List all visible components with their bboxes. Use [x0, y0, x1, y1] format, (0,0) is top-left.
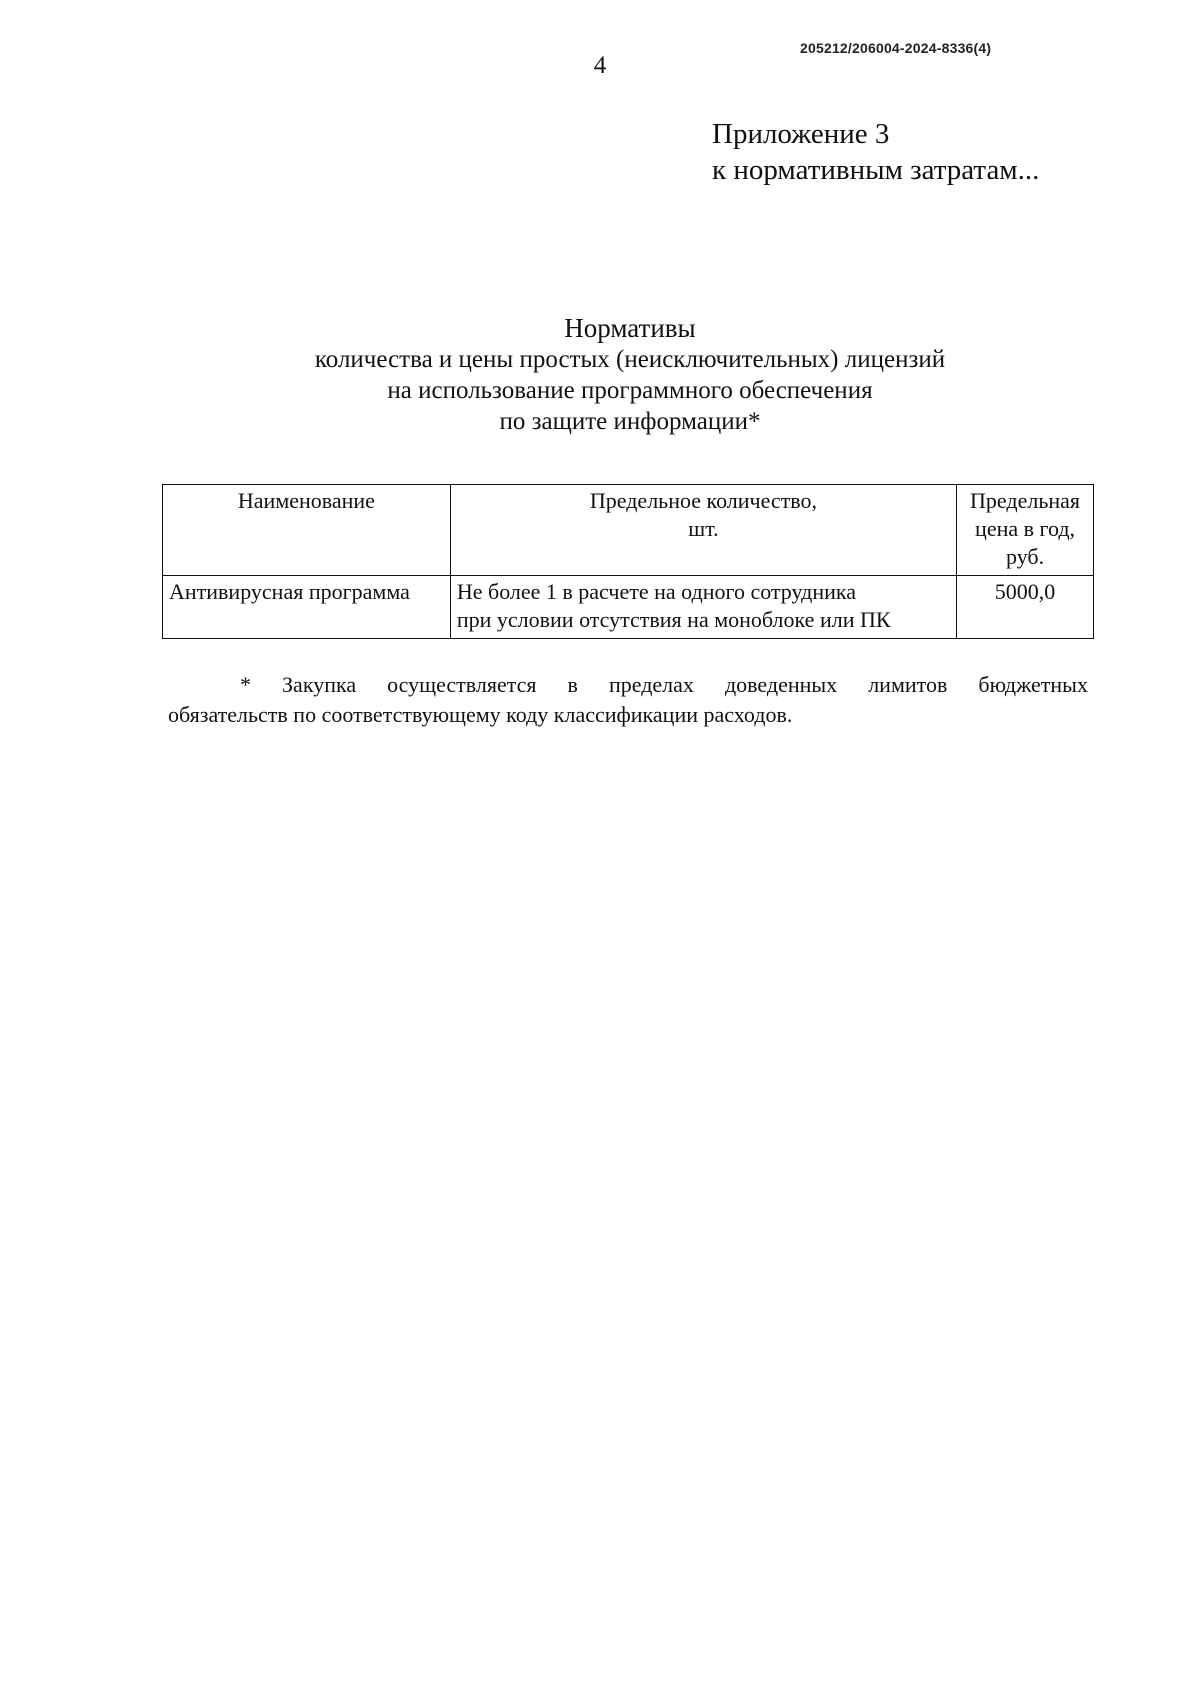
cell-price: 5000,0 [957, 576, 1094, 639]
header-quantity-line-1: Предельное количество, [589, 488, 818, 513]
document-id: 205212/206004-2024-8336(4) [800, 40, 992, 56]
header-name: Наименование [163, 485, 451, 576]
norms-table [162, 484, 1094, 639]
footnote-line-1 [168, 670, 1088, 700]
header-price-line-2: цена в год, [975, 516, 1076, 541]
page-number: 4 [593, 52, 607, 79]
cell-quantity-line-2: при условии отсутствия на моноблоке или ПК [456, 607, 891, 632]
footnote-word: осуществляется [387, 672, 537, 697]
header-price-line-1: Предельная [970, 488, 1081, 513]
appendix-reference [712, 116, 1039, 188]
footnote-word: Закупка [282, 672, 357, 697]
header-price [957, 485, 1094, 576]
footnote-word: доведенных [724, 672, 838, 697]
footnote-word: в [567, 672, 578, 697]
title-line-4: по защите информации* [499, 408, 761, 435]
cell-quantity-line-1: Не более 1 в расчете на одного сотрудника [456, 579, 856, 604]
appendix-line-1: Приложение 3 [712, 118, 890, 150]
title-line-2: количества и цены простых (неисключительных) лицензий [314, 346, 946, 373]
appendix-line-2: к нормативным затратам... [712, 154, 1040, 186]
footnote-word: бюджетных [978, 672, 1088, 697]
footnote-word: * [240, 672, 251, 697]
table-row [163, 576, 1094, 639]
header-quantity [450, 485, 956, 576]
footnote-word: пределах [608, 672, 694, 697]
cell-name: Антивирусная программа [163, 576, 451, 639]
footnote-line-2: обязательств по соответствующему коду классификации расходов. [168, 702, 793, 727]
cell-quantity [450, 576, 956, 639]
header-price-line-3: руб. [1005, 544, 1045, 569]
table-header-row [163, 485, 1094, 576]
title-line-1: Нормативы [564, 313, 696, 343]
footnote [168, 670, 1088, 730]
document-title [200, 313, 1060, 437]
footnote-word: лимитов [868, 672, 948, 697]
title-line-3: на использование программного обеспечения [387, 377, 873, 404]
header-quantity-line-2: шт. [688, 516, 719, 541]
